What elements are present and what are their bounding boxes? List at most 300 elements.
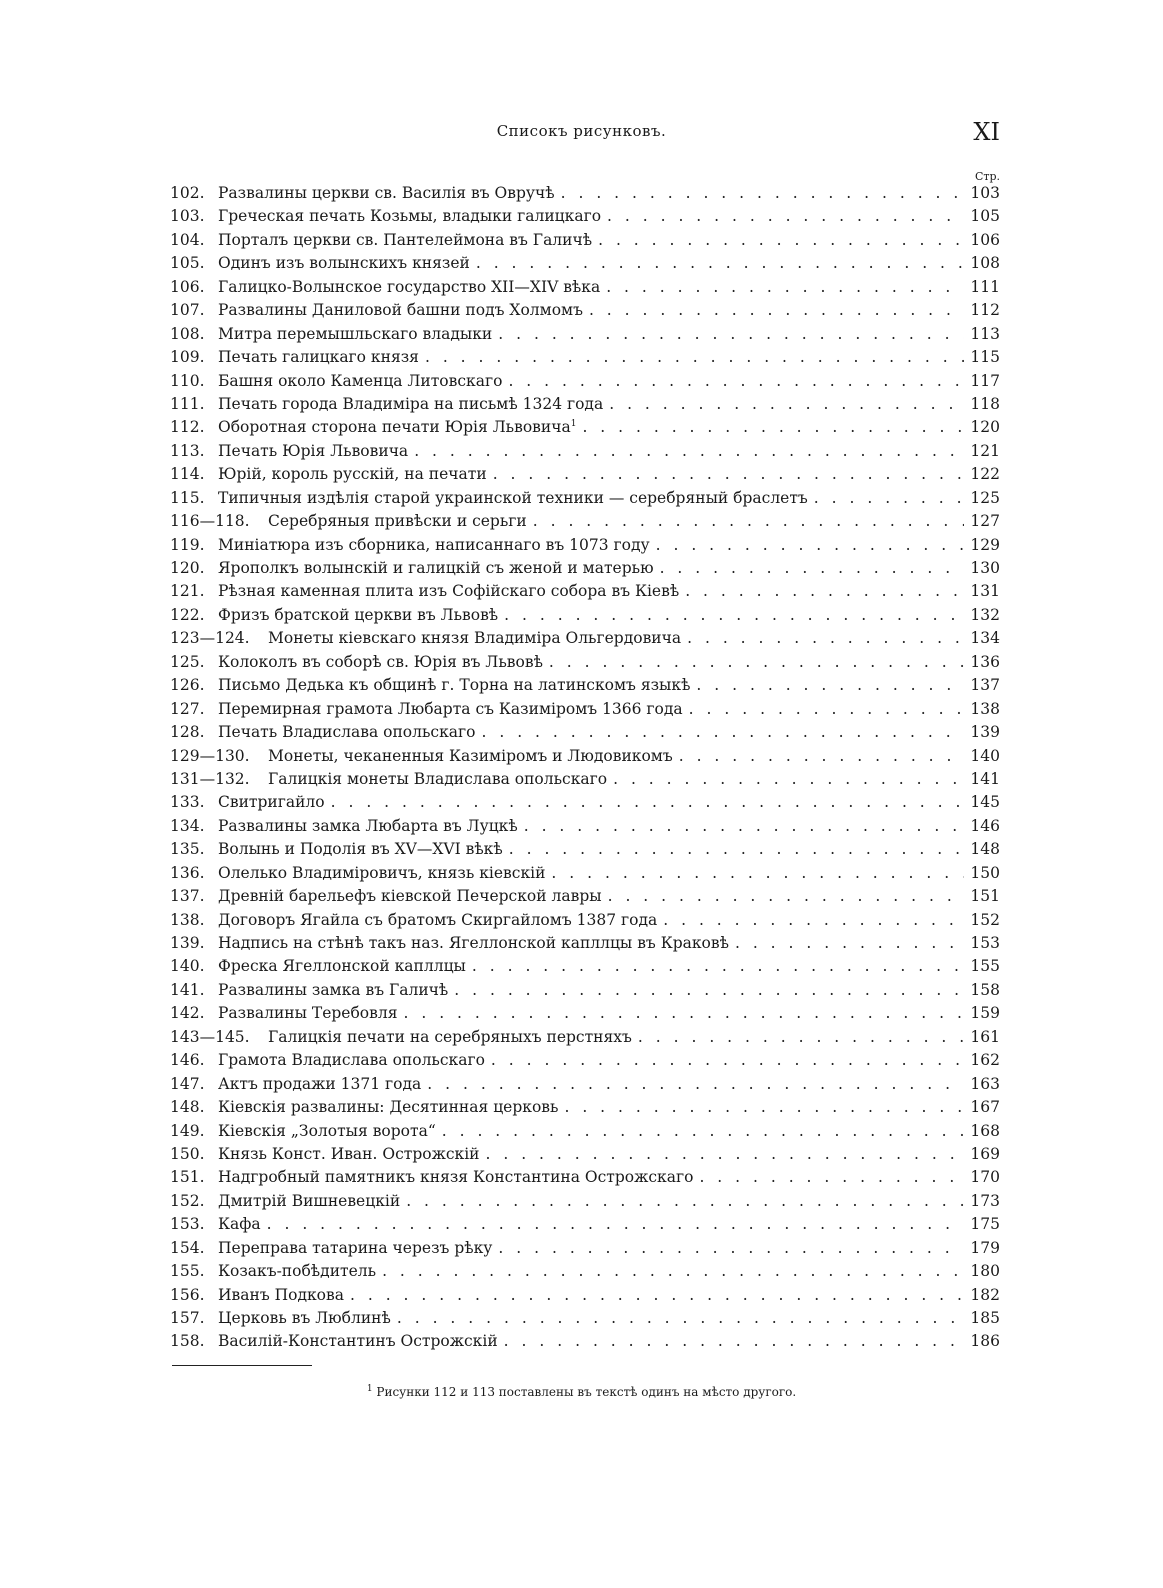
- dot-leader: [498, 1239, 964, 1257]
- entry-page: 146: [970, 816, 1000, 835]
- list-item: [170, 911, 1000, 934]
- list-item: [170, 372, 1000, 395]
- entry-page: 125: [970, 488, 1000, 507]
- entry-number: 150.: [170, 1144, 205, 1163]
- entry-title: [218, 723, 475, 741]
- list-item: [170, 957, 1000, 980]
- entry-title: [218, 887, 602, 905]
- entry-title-text: Галицкія печати на серебряныхъ перстняхъ: [268, 1027, 632, 1046]
- entry-title-text: Печать Владислава опольскаго: [218, 723, 476, 742]
- figure-list: [170, 184, 1000, 1356]
- entry-title-text: Развалины Даниловой башни подъ Холмомъ: [218, 301, 583, 320]
- dot-leader: [656, 536, 965, 554]
- entry-number: 122.: [170, 605, 205, 624]
- entry-title-text: Кіевскія „Золотыя ворота“: [218, 1121, 436, 1140]
- dot-leader: [504, 1332, 965, 1350]
- entry-title-text: Типичныя издѣлія старой украинской техники — серебряный браслетъ: [218, 488, 808, 507]
- entry-title: [218, 207, 601, 225]
- dot-leader: [561, 184, 965, 202]
- entry-title-text: Оборотная сторона печати Юрія Львовича: [218, 418, 571, 437]
- entry-title-text: Козакъ-побѣдитель: [218, 1262, 377, 1281]
- dot-leader: [564, 1098, 964, 1116]
- list-item: [170, 301, 1000, 324]
- list-item: [170, 465, 1000, 488]
- list-item: [170, 747, 1000, 770]
- entry-title: [218, 700, 683, 718]
- entry-number: 103.: [170, 207, 205, 226]
- entry-title-text: Печать галицкаго князя: [218, 348, 419, 367]
- list-item: [170, 1332, 1000, 1355]
- entry-title-text: Башня около Каменца Литовскаго: [218, 371, 503, 390]
- entry-title-text: Развалины замка Любарта въ Луцкѣ: [218, 816, 518, 835]
- entry-page: 112: [970, 301, 1000, 320]
- entry-page: 173: [970, 1191, 1000, 1210]
- entry-title-text: Монеты, чеканенныя Казиміромъ и Людовикомъ: [268, 746, 673, 765]
- entry-title-text: Серебряныя привѣски и серьги: [268, 512, 527, 531]
- entry-page: 180: [970, 1262, 1000, 1281]
- entry-title: [218, 817, 518, 835]
- entry-page: 161: [970, 1027, 1000, 1046]
- list-item: [170, 1075, 1000, 1098]
- list-item: [170, 723, 1000, 746]
- entry-number: 140.: [170, 957, 205, 976]
- dot-leader: [609, 395, 964, 413]
- entry-page: 121: [970, 441, 1000, 460]
- entry-page: 120: [970, 418, 1000, 437]
- entry-page: 140: [970, 746, 1000, 765]
- dot-leader: [504, 606, 964, 624]
- entry-number: 133.: [170, 793, 205, 812]
- entry-page: 158: [970, 980, 1000, 999]
- entry-title-text: Олелько Владиміровичъ, князь кіевскій: [218, 863, 546, 882]
- entry-title-text: Князь Конст. Иван. Острожскій: [218, 1144, 480, 1163]
- entry-page: 108: [970, 254, 1000, 273]
- page-title: Списокъ рисунковъ.: [496, 122, 667, 140]
- entry-page: 103: [970, 184, 1000, 202]
- list-item: [170, 348, 1000, 371]
- entry-page: 186: [970, 1332, 1000, 1351]
- page-number: XI: [973, 118, 1000, 146]
- entry-number: 104.: [170, 230, 205, 249]
- entry-number: 134.: [170, 816, 205, 835]
- list-item: [170, 1051, 1000, 1074]
- list-item: [170, 676, 1000, 699]
- list-item: [170, 606, 1000, 629]
- list-item: [170, 793, 1000, 816]
- entry-title: [218, 864, 545, 882]
- list-item: [170, 1028, 1000, 1051]
- list-item: [170, 981, 1000, 1004]
- entry-title: [218, 395, 603, 413]
- dot-leader: [427, 1075, 964, 1093]
- dot-leader: [606, 278, 964, 296]
- entry-page: 150: [970, 863, 1000, 882]
- entry-title-text: Василій-Константинъ Острожскій: [218, 1332, 498, 1351]
- dot-leader: [442, 1122, 965, 1140]
- list-item: [170, 1004, 1000, 1027]
- dot-leader: [472, 957, 965, 975]
- entry-title: [218, 1145, 480, 1163]
- page-column-label: Стр.: [974, 170, 1000, 183]
- entry-title: [268, 629, 681, 647]
- entry-title: [218, 1332, 498, 1350]
- list-item: [170, 184, 1000, 207]
- entry-title: [268, 512, 527, 530]
- entry-title-text: Рѣзная каменная плита изъ Софійскаго собора въ Кіевѣ: [218, 582, 680, 601]
- entry-title: [268, 747, 673, 765]
- entry-title: [218, 1004, 397, 1022]
- list-item: [170, 1145, 1000, 1168]
- entry-title: [218, 911, 657, 929]
- entry-title: [218, 582, 679, 600]
- dot-leader: [689, 700, 965, 718]
- entry-number: 106.: [170, 277, 205, 296]
- list-item: [170, 254, 1000, 277]
- entry-number: 116—118.: [170, 512, 250, 531]
- dot-leader: [679, 747, 965, 765]
- entry-title-text: Одинъ изъ волынскихъ князей: [218, 254, 470, 273]
- entry-title-text: Колоколъ въ соборѣ св. Юрія въ Львовѣ: [218, 652, 543, 671]
- list-item: [170, 864, 1000, 887]
- entry-number: 115.: [170, 488, 205, 507]
- dot-leader: [397, 1309, 965, 1327]
- entry-page: 169: [970, 1144, 1000, 1163]
- entry-title-text: Свитригайло: [218, 793, 325, 812]
- entry-title: [218, 1192, 400, 1210]
- dot-leader: [589, 301, 964, 319]
- entry-title: [218, 1286, 344, 1304]
- entry-title: [218, 536, 650, 554]
- dot-leader: [598, 231, 964, 249]
- footnote: [0, 1384, 1163, 1399]
- dot-leader: [491, 1051, 964, 1069]
- entry-page: 117: [970, 371, 1000, 390]
- entry-title-text: Переправа татарина черезъ рѣку: [218, 1238, 493, 1257]
- dot-leader: [608, 887, 965, 905]
- entry-title-text: Греческая печать Козьмы, владыки галицкаго: [218, 207, 602, 226]
- dot-leader: [406, 1192, 964, 1210]
- entry-number: 138.: [170, 910, 205, 929]
- page-header: [0, 118, 1163, 148]
- entry-page: 127: [970, 512, 1000, 531]
- entry-number: 139.: [170, 934, 205, 952]
- entry-title-text: Перемирная грамота Любарта съ Казиміромъ 1366 года: [218, 699, 683, 718]
- list-item: [170, 887, 1000, 910]
- entry-title: [218, 184, 555, 202]
- entry-title-text: Печать города Владиміра на письмѣ 1324 года: [218, 394, 604, 413]
- entry-title: [218, 1215, 261, 1233]
- list-item: [170, 1286, 1000, 1309]
- entry-title: [218, 301, 583, 319]
- entry-title: [218, 1309, 391, 1327]
- list-item: [170, 1215, 1000, 1238]
- entry-title-text: Галицко-Волынское государство XII—XIV вѣка: [218, 277, 601, 296]
- entry-number: 158.: [170, 1332, 205, 1351]
- entry-title-text: Фреска Ягеллонской капллцы: [218, 957, 466, 976]
- entry-title: [218, 934, 729, 952]
- dot-leader: [524, 817, 965, 835]
- entry-number: 120.: [170, 559, 205, 577]
- list-item: [170, 653, 1000, 676]
- dot-leader: [582, 418, 964, 436]
- entry-number: 126.: [170, 676, 205, 695]
- list-item: [170, 1168, 1000, 1191]
- entry-number: 142.: [170, 1004, 205, 1023]
- list-item: [170, 1122, 1000, 1145]
- entry-number: 128.: [170, 723, 205, 742]
- dot-leader: [607, 207, 964, 225]
- entry-number: 154.: [170, 1238, 205, 1257]
- entry-page: 152: [970, 910, 1000, 929]
- entry-page: 159: [970, 1004, 1000, 1023]
- entry-title-text: Монеты кіевскаго князя Владиміра Ольгердовича: [268, 629, 682, 648]
- dot-leader: [613, 770, 964, 788]
- entry-title: [218, 465, 487, 483]
- dot-leader: [350, 1286, 964, 1304]
- entry-title-text: Митра перемышльскаго владыки: [218, 324, 493, 343]
- list-item: [170, 1309, 1000, 1332]
- entry-page: 185: [970, 1309, 1000, 1327]
- entry-title: [218, 1075, 421, 1093]
- entry-number: 148.: [170, 1098, 205, 1117]
- entry-title: [218, 1051, 485, 1069]
- entry-number: 102.: [170, 184, 205, 202]
- entry-page: 132: [970, 605, 1000, 624]
- list-item: [170, 629, 1000, 652]
- entry-title: [218, 676, 690, 694]
- list-item: [170, 559, 1000, 582]
- entry-page: 136: [970, 652, 1000, 671]
- entry-title-text: Ярополкъ волынскій и галицкій съ женой и матерью: [218, 559, 654, 577]
- list-item: [170, 934, 1000, 957]
- entry-number: 121.: [170, 582, 205, 601]
- entry-number: 153.: [170, 1215, 205, 1234]
- dot-leader: [509, 840, 965, 858]
- entry-page: 167: [970, 1098, 1000, 1117]
- list-item: [170, 231, 1000, 254]
- entry-page: 115: [970, 348, 1000, 367]
- dot-leader: [493, 465, 965, 483]
- entry-number: 111.: [170, 394, 205, 413]
- entry-title-text: Развалины церкви св. Василія въ Овручѣ: [218, 184, 555, 202]
- entry-title-text: Юрій, король русскій, на печати: [218, 465, 487, 484]
- entry-number: 113.: [170, 441, 205, 460]
- entry-number: 108.: [170, 324, 205, 343]
- entry-title-text: Кафа: [218, 1215, 261, 1234]
- entry-number: 123—124.: [170, 629, 250, 648]
- entry-page: 182: [970, 1285, 1000, 1304]
- entry-number: 137.: [170, 887, 205, 906]
- dot-leader: [814, 489, 965, 507]
- dot-leader: [663, 911, 964, 929]
- entry-title: [218, 325, 492, 343]
- footnote-text: Рисунки 112 и 113 поставлены въ текстѣ одинъ на мѣсто другого.: [376, 1385, 797, 1399]
- entry-title-text: Иванъ Подкова: [218, 1285, 344, 1304]
- entry-page: 170: [970, 1168, 1000, 1187]
- entry-title: [218, 559, 654, 577]
- entry-page: 111: [970, 277, 1000, 296]
- entry-page: 118: [970, 394, 1000, 413]
- footnote-reference: 1: [570, 419, 577, 430]
- dot-leader: [699, 1168, 964, 1186]
- entry-number: 149.: [170, 1121, 205, 1140]
- entry-number: 146.: [170, 1051, 205, 1070]
- entry-page: 139: [970, 723, 1000, 742]
- entry-title: [268, 1028, 632, 1046]
- entry-number: 105.: [170, 254, 205, 273]
- entry-title-text: Развалины Теребовля: [218, 1004, 398, 1023]
- entry-title-text: Письмо Дедька къ общинѣ г. Торна на латинскомъ языкѣ: [218, 676, 691, 695]
- entry-number: 135.: [170, 840, 205, 859]
- entry-number: 125.: [170, 652, 205, 671]
- entry-title: [218, 348, 419, 366]
- dot-leader: [660, 559, 965, 577]
- entry-title: [218, 489, 808, 507]
- entry-page: 134: [970, 629, 1000, 648]
- list-item: [170, 1262, 1000, 1285]
- entry-page: 137: [970, 676, 1000, 695]
- entry-title-text: Кіевскія развалины: Десятинная церковь: [218, 1098, 559, 1117]
- entry-page: 163: [970, 1074, 1000, 1093]
- entry-title: [218, 418, 576, 436]
- dot-leader: [414, 442, 964, 460]
- list-item: [170, 442, 1000, 465]
- entry-title-text: Галицкія монеты Владислава опольскаго: [268, 769, 608, 788]
- list-item: [170, 582, 1000, 605]
- entry-number: 151.: [170, 1168, 205, 1187]
- entry-number: 136.: [170, 863, 205, 882]
- list-item: [170, 700, 1000, 723]
- list-item: [170, 1098, 1000, 1121]
- entry-page: 138: [970, 699, 1000, 718]
- entry-page: 148: [970, 840, 1000, 859]
- entry-page: 106: [970, 230, 1000, 249]
- dot-leader: [403, 1004, 964, 1022]
- list-item: [170, 536, 1000, 559]
- dot-leader: [331, 793, 965, 811]
- entry-number: 112.: [170, 418, 205, 437]
- entry-title-text: Фризъ братской церкви въ Львовѣ: [218, 605, 499, 624]
- dot-leader: [549, 653, 964, 671]
- dot-leader: [696, 676, 964, 694]
- entry-title: [218, 1122, 436, 1140]
- entry-title: [218, 793, 325, 811]
- entry-title-text: Развалины замка въ Галичѣ: [218, 980, 449, 999]
- list-item: [170, 770, 1000, 793]
- entry-title-text: Печать Юрія Львовича: [218, 441, 409, 460]
- entry-title: [218, 606, 498, 624]
- list-item: [170, 418, 1000, 441]
- entry-number: 147.: [170, 1074, 205, 1093]
- entry-title: [218, 278, 600, 296]
- entry-page: 113: [970, 324, 1000, 343]
- entry-title-text: Древній барельефъ кіевской Печерской лавры: [218, 887, 602, 906]
- dot-leader: [735, 934, 964, 952]
- dot-leader: [508, 372, 964, 390]
- dot-leader: [638, 1028, 965, 1046]
- entry-title: [218, 442, 408, 460]
- list-item: [170, 207, 1000, 230]
- entry-title-text: Надгробный памятникъ князя Константина Острожскаго: [218, 1168, 694, 1187]
- entry-title-text: Дмитрій Вишневецкій: [218, 1191, 401, 1210]
- entry-page: 179: [970, 1238, 1000, 1257]
- dot-leader: [687, 629, 964, 647]
- entry-page: 153: [970, 934, 1000, 952]
- entry-page: 175: [970, 1215, 1000, 1234]
- entry-title-text: Порталъ церкви св. Пантелеймона въ Галичѣ: [218, 230, 593, 249]
- entry-page: 141: [970, 769, 1000, 788]
- list-item: [170, 278, 1000, 301]
- entry-number: 131—132.: [170, 769, 250, 788]
- entry-number: 143—145.: [170, 1027, 250, 1046]
- entry-title: [218, 840, 503, 858]
- dot-leader: [551, 864, 964, 882]
- entry-number: 119.: [170, 535, 205, 554]
- dot-leader: [481, 723, 964, 741]
- entry-page: 168: [970, 1121, 1000, 1140]
- entry-page: 151: [970, 887, 1000, 906]
- entry-number: 155.: [170, 1262, 205, 1281]
- entry-title-text: Волынь и Подолія въ XV—XVI вѣкѣ: [218, 840, 503, 859]
- footnote-rule: [172, 1365, 312, 1366]
- list-item: [170, 1239, 1000, 1262]
- entry-title: [218, 1168, 693, 1186]
- entry-title: [218, 1239, 492, 1257]
- entry-title-text: Церковь въ Люблинѣ: [218, 1309, 391, 1327]
- entry-number: 152.: [170, 1191, 205, 1210]
- dot-leader: [486, 1145, 965, 1163]
- list-item: [170, 817, 1000, 840]
- dot-leader: [425, 348, 964, 366]
- dot-leader: [685, 582, 964, 600]
- entry-title-text: Грамота Владислава опольскаго: [218, 1051, 485, 1070]
- entry-page: 130: [970, 559, 1000, 577]
- entry-title-text: Договоръ Ягайла съ братомъ Скиргайломъ 1387 года: [218, 910, 658, 929]
- footnote-mark: 1: [366, 1384, 373, 1394]
- entry-title: [218, 653, 543, 671]
- list-item: [170, 1192, 1000, 1215]
- list-item: [170, 489, 1000, 512]
- entry-page: 155: [970, 957, 1000, 976]
- entry-title: [218, 957, 466, 975]
- entry-page: 131: [970, 582, 1000, 601]
- entry-number: 110.: [170, 371, 205, 390]
- entry-number: 141.: [170, 980, 205, 999]
- entry-number: 127.: [170, 699, 205, 718]
- entry-title-text: Надпись на стѣнѣ такъ наз. Ягеллонской капллцы въ Краковѣ: [218, 934, 729, 952]
- entry-number: 114.: [170, 465, 205, 484]
- list-item: [170, 395, 1000, 418]
- entry-page: 145: [970, 793, 1000, 812]
- entry-title: [268, 770, 607, 788]
- entry-title: [218, 231, 592, 249]
- entry-number: 129—130.: [170, 746, 250, 765]
- entry-title-text: Актъ продажи 1371 года: [218, 1074, 422, 1093]
- entry-number: 157.: [170, 1309, 205, 1327]
- dot-leader: [382, 1262, 964, 1280]
- list-item: [170, 512, 1000, 535]
- entry-title: [218, 254, 470, 272]
- list-item: [170, 325, 1000, 348]
- dot-leader: [476, 254, 965, 272]
- entry-title: [218, 981, 448, 999]
- entry-page: 129: [970, 535, 1000, 554]
- dot-leader: [454, 981, 964, 999]
- dot-leader: [498, 325, 964, 343]
- entry-title: [218, 1262, 376, 1280]
- entry-title: [218, 1098, 558, 1116]
- entry-title: [218, 372, 502, 390]
